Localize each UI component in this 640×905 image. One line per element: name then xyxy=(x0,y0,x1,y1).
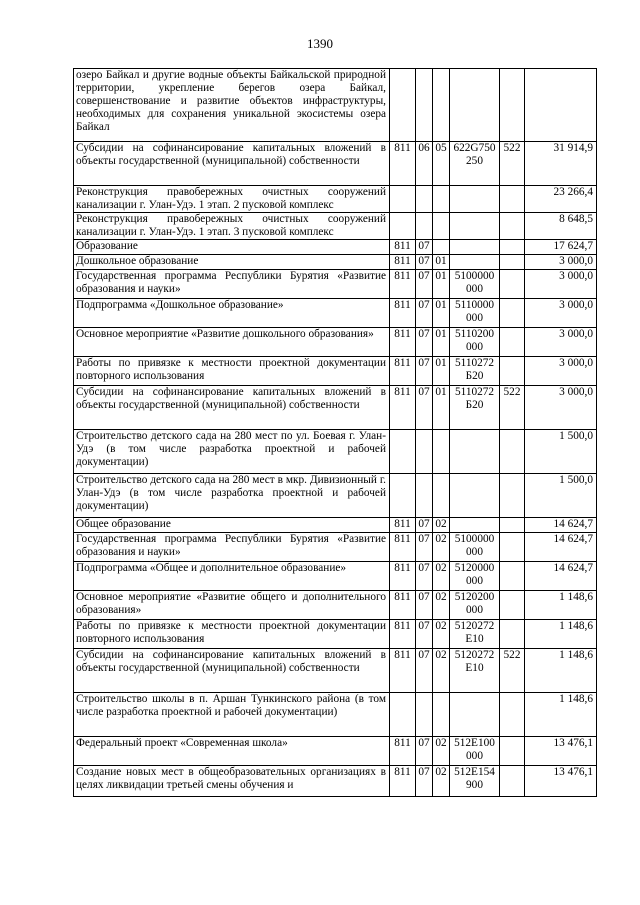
page-number: 1390 xyxy=(307,36,333,51)
expense-type-code xyxy=(500,255,525,270)
expense-type-code xyxy=(500,270,525,299)
subsection-code: 02 xyxy=(433,591,450,620)
expense-type-code xyxy=(500,213,525,240)
item-description: Общее образование xyxy=(74,518,390,533)
ministry-code: 811 xyxy=(390,357,416,386)
target-article-code xyxy=(450,213,500,240)
subsection-code xyxy=(433,186,450,213)
section-code: 07 xyxy=(416,591,433,620)
table-row xyxy=(74,386,597,430)
target-article-code: 5110272 Б20 xyxy=(450,386,500,430)
item-description: Государственная программа Республики Бурятия «Развитие образования и науки» xyxy=(74,270,390,299)
subsection-code xyxy=(433,240,450,255)
ministry-code: 811 xyxy=(390,386,416,430)
amount: 3 000,0 xyxy=(525,357,597,386)
ministry-code: 811 xyxy=(390,737,416,766)
table-row xyxy=(74,693,597,737)
item-description: Работы по привязке к местности проектной документации повторного использования xyxy=(74,620,390,649)
ministry-code xyxy=(390,430,416,474)
target-article-code xyxy=(450,240,500,255)
amount: 1 500,0 xyxy=(525,474,597,518)
ministry-code: 811 xyxy=(390,328,416,357)
target-article-code: 5110272 Б20 xyxy=(450,357,500,386)
target-article-code xyxy=(450,69,500,142)
section-code: 07 xyxy=(416,328,433,357)
item-description: Реконструкция правобережных очистных сооружений канализации г. Улан-Удэ. 1 этап. 3 пусковой комплекс xyxy=(74,213,390,240)
item-description: Подпрограмма «Общее и дополнительное образование» xyxy=(74,562,390,591)
target-article-code: 512Е154 900 xyxy=(450,766,500,797)
target-article-code xyxy=(450,186,500,213)
table-row xyxy=(74,69,597,142)
budget-table xyxy=(73,68,597,797)
subsection-code: 01 xyxy=(433,357,450,386)
expense-type-code: 522 xyxy=(500,142,525,186)
table-row xyxy=(74,430,597,474)
ministry-code: 811 xyxy=(390,766,416,797)
target-article-code: 5120200 000 xyxy=(450,591,500,620)
item-description: Строительство детского сада на 280 мест в мкр. Дивизионный г. Улан-Удэ (в том числе разработка проектной и рабочей документации) xyxy=(74,474,390,518)
amount: 13 476,1 xyxy=(525,766,597,797)
expense-type-code xyxy=(500,737,525,766)
table-row xyxy=(74,270,597,299)
expense-type-code: 522 xyxy=(500,649,525,693)
ministry-code: 811 xyxy=(390,299,416,328)
item-description: Образование xyxy=(74,240,390,255)
amount: 1 148,6 xyxy=(525,591,597,620)
target-article-code xyxy=(450,693,500,737)
ministry-code: 811 xyxy=(390,240,416,255)
table-row xyxy=(74,562,597,591)
amount: 17 624,7 xyxy=(525,240,597,255)
ministry-code: 811 xyxy=(390,649,416,693)
amount: 3 000,0 xyxy=(525,255,597,270)
ministry-code: 811 xyxy=(390,591,416,620)
section-code: 07 xyxy=(416,357,433,386)
table-row xyxy=(74,649,597,693)
item-description: Государственная программа Республики Бурятия «Развитие образования и науки» xyxy=(74,533,390,562)
amount: 14 624,7 xyxy=(525,518,597,533)
item-description: Дошкольное образование xyxy=(74,255,390,270)
table-row xyxy=(74,518,597,533)
table-row xyxy=(74,213,597,240)
section-code: 07 xyxy=(416,649,433,693)
amount: 3 000,0 xyxy=(525,270,597,299)
item-description: Работы по привязке к местности проектной документации повторного использования xyxy=(74,357,390,386)
table-row xyxy=(74,142,597,186)
subsection-code xyxy=(433,474,450,518)
subsection-code: 02 xyxy=(433,737,450,766)
section-code xyxy=(416,430,433,474)
item-description: Создание новых мест в общеобразовательных организациях в целях ликвидации третьей смены обучения и xyxy=(74,766,390,797)
subsection-code: 02 xyxy=(433,766,450,797)
amount: 14 624,7 xyxy=(525,562,597,591)
section-code xyxy=(416,69,433,142)
section-code: 07 xyxy=(416,386,433,430)
amount: 31 914,9 xyxy=(525,142,597,186)
budget-table-body xyxy=(74,69,597,797)
section-code xyxy=(416,474,433,518)
target-article-code: 5120272 Е10 xyxy=(450,620,500,649)
target-article-code: 512Е100 000 xyxy=(450,737,500,766)
section-code xyxy=(416,693,433,737)
expense-type-code xyxy=(500,299,525,328)
table-row xyxy=(74,255,597,270)
expense-type-code xyxy=(500,328,525,357)
amount: 23 266,4 xyxy=(525,186,597,213)
item-description: Строительство школы в п. Аршан Тункинского района (в том числе разработка проектной и рабочей документации) xyxy=(74,693,390,737)
target-article-code xyxy=(450,255,500,270)
amount: 13 476,1 xyxy=(525,737,597,766)
table-row xyxy=(74,620,597,649)
section-code: 07 xyxy=(416,766,433,797)
section-code: 07 xyxy=(416,255,433,270)
expense-type-code xyxy=(500,240,525,255)
item-description: Подпрограмма «Дошкольное образование» xyxy=(74,299,390,328)
ministry-code xyxy=(390,693,416,737)
table-row xyxy=(74,474,597,518)
subsection-code xyxy=(433,430,450,474)
ministry-code xyxy=(390,213,416,240)
ministry-code: 811 xyxy=(390,142,416,186)
ministry-code: 811 xyxy=(390,562,416,591)
item-description: Субсидии на софинансирование капитальных вложений в объекты государственной (муниципальной) собственности xyxy=(74,142,390,186)
section-code: 07 xyxy=(416,737,433,766)
amount: 1 500,0 xyxy=(525,430,597,474)
subsection-code: 02 xyxy=(433,562,450,591)
subsection-code: 02 xyxy=(433,649,450,693)
table-row xyxy=(74,299,597,328)
ministry-code xyxy=(390,474,416,518)
table-row xyxy=(74,591,597,620)
target-article-code xyxy=(450,518,500,533)
subsection-code: 02 xyxy=(433,518,450,533)
ministry-code: 811 xyxy=(390,270,416,299)
subsection-code xyxy=(433,213,450,240)
ministry-code xyxy=(390,69,416,142)
amount: 3 000,0 xyxy=(525,328,597,357)
subsection-code: 02 xyxy=(433,620,450,649)
section-code: 07 xyxy=(416,299,433,328)
ministry-code: 811 xyxy=(390,620,416,649)
amount: 1 148,6 xyxy=(525,693,597,737)
section-code: 07 xyxy=(416,240,433,255)
section-code: 07 xyxy=(416,518,433,533)
expense-type-code: 522 xyxy=(500,386,525,430)
ministry-code xyxy=(390,186,416,213)
section-code: 07 xyxy=(416,620,433,649)
target-article-code: 5120272 Е10 xyxy=(450,649,500,693)
target-article-code: 5110200 000 xyxy=(450,328,500,357)
expense-type-code xyxy=(500,430,525,474)
subsection-code: 02 xyxy=(433,533,450,562)
item-description: Субсидии на софинансирование капитальных вложений в объекты государственной (муниципальной) собственности xyxy=(74,386,390,430)
amount: 3 000,0 xyxy=(525,299,597,328)
expense-type-code xyxy=(500,693,525,737)
subsection-code: 01 xyxy=(433,255,450,270)
item-description: Строительство детского сада на 280 мест по ул. Боевая г. Улан-Удэ (в том числе разработка проектной и рабочей документации) xyxy=(74,430,390,474)
subsection-code: 01 xyxy=(433,270,450,299)
section-code xyxy=(416,213,433,240)
table-row xyxy=(74,737,597,766)
amount: 3 000,0 xyxy=(525,386,597,430)
expense-type-code xyxy=(500,766,525,797)
expense-type-code xyxy=(500,474,525,518)
amount: 8 648,5 xyxy=(525,213,597,240)
table-row xyxy=(74,766,597,797)
table-row xyxy=(74,357,597,386)
subsection-code xyxy=(433,69,450,142)
subsection-code xyxy=(433,693,450,737)
target-article-code xyxy=(450,430,500,474)
expense-type-code xyxy=(500,186,525,213)
subsection-code: 01 xyxy=(433,386,450,430)
section-code: 06 xyxy=(416,142,433,186)
ministry-code: 811 xyxy=(390,518,416,533)
subsection-code: 01 xyxy=(433,299,450,328)
subsection-code: 05 xyxy=(433,142,450,186)
item-description: озеро Байкал и другие водные объекты Байкальской природной территории, укрепление берегов озера Байкал, совершенствование и развитие объектов инфраструктуры, необходимых для сохранения уникальной экосистемы озера Байкал xyxy=(74,69,390,142)
expense-type-code xyxy=(500,591,525,620)
amount xyxy=(525,69,597,142)
section-code xyxy=(416,186,433,213)
amount: 1 148,6 xyxy=(525,620,597,649)
subsection-code: 01 xyxy=(433,328,450,357)
section-code: 07 xyxy=(416,270,433,299)
ministry-code: 811 xyxy=(390,255,416,270)
target-article-code: 5100000 000 xyxy=(450,533,500,562)
table-row xyxy=(74,240,597,255)
target-article-code: 5100000 000 xyxy=(450,270,500,299)
table-row xyxy=(74,186,597,213)
section-code: 07 xyxy=(416,562,433,591)
expense-type-code xyxy=(500,620,525,649)
table-row xyxy=(74,328,597,357)
expense-type-code xyxy=(500,533,525,562)
target-article-code xyxy=(450,474,500,518)
item-description: Федеральный проект «Современная школа» xyxy=(74,737,390,766)
item-description: Основное мероприятие «Развитие общего и дополнительного образования» xyxy=(74,591,390,620)
expense-type-code xyxy=(500,357,525,386)
amount: 14 624,7 xyxy=(525,533,597,562)
target-article-code: 622G750 250 xyxy=(450,142,500,186)
ministry-code: 811 xyxy=(390,533,416,562)
item-description: Субсидии на софинансирование капитальных вложений в объекты государственной (муниципальной) собственности xyxy=(74,649,390,693)
table-row xyxy=(74,533,597,562)
item-description: Реконструкция правобережных очистных сооружений канализации г. Улан-Удэ. 1 этап. 2 пусковой комплекс xyxy=(74,186,390,213)
expense-type-code xyxy=(500,69,525,142)
expense-type-code xyxy=(500,562,525,591)
item-description: Основное мероприятие «Развитие дошкольного образования» xyxy=(74,328,390,357)
section-code: 07 xyxy=(416,533,433,562)
target-article-code: 5120000 000 xyxy=(450,562,500,591)
expense-type-code xyxy=(500,518,525,533)
amount: 1 148,6 xyxy=(525,649,597,693)
target-article-code: 5110000 000 xyxy=(450,299,500,328)
